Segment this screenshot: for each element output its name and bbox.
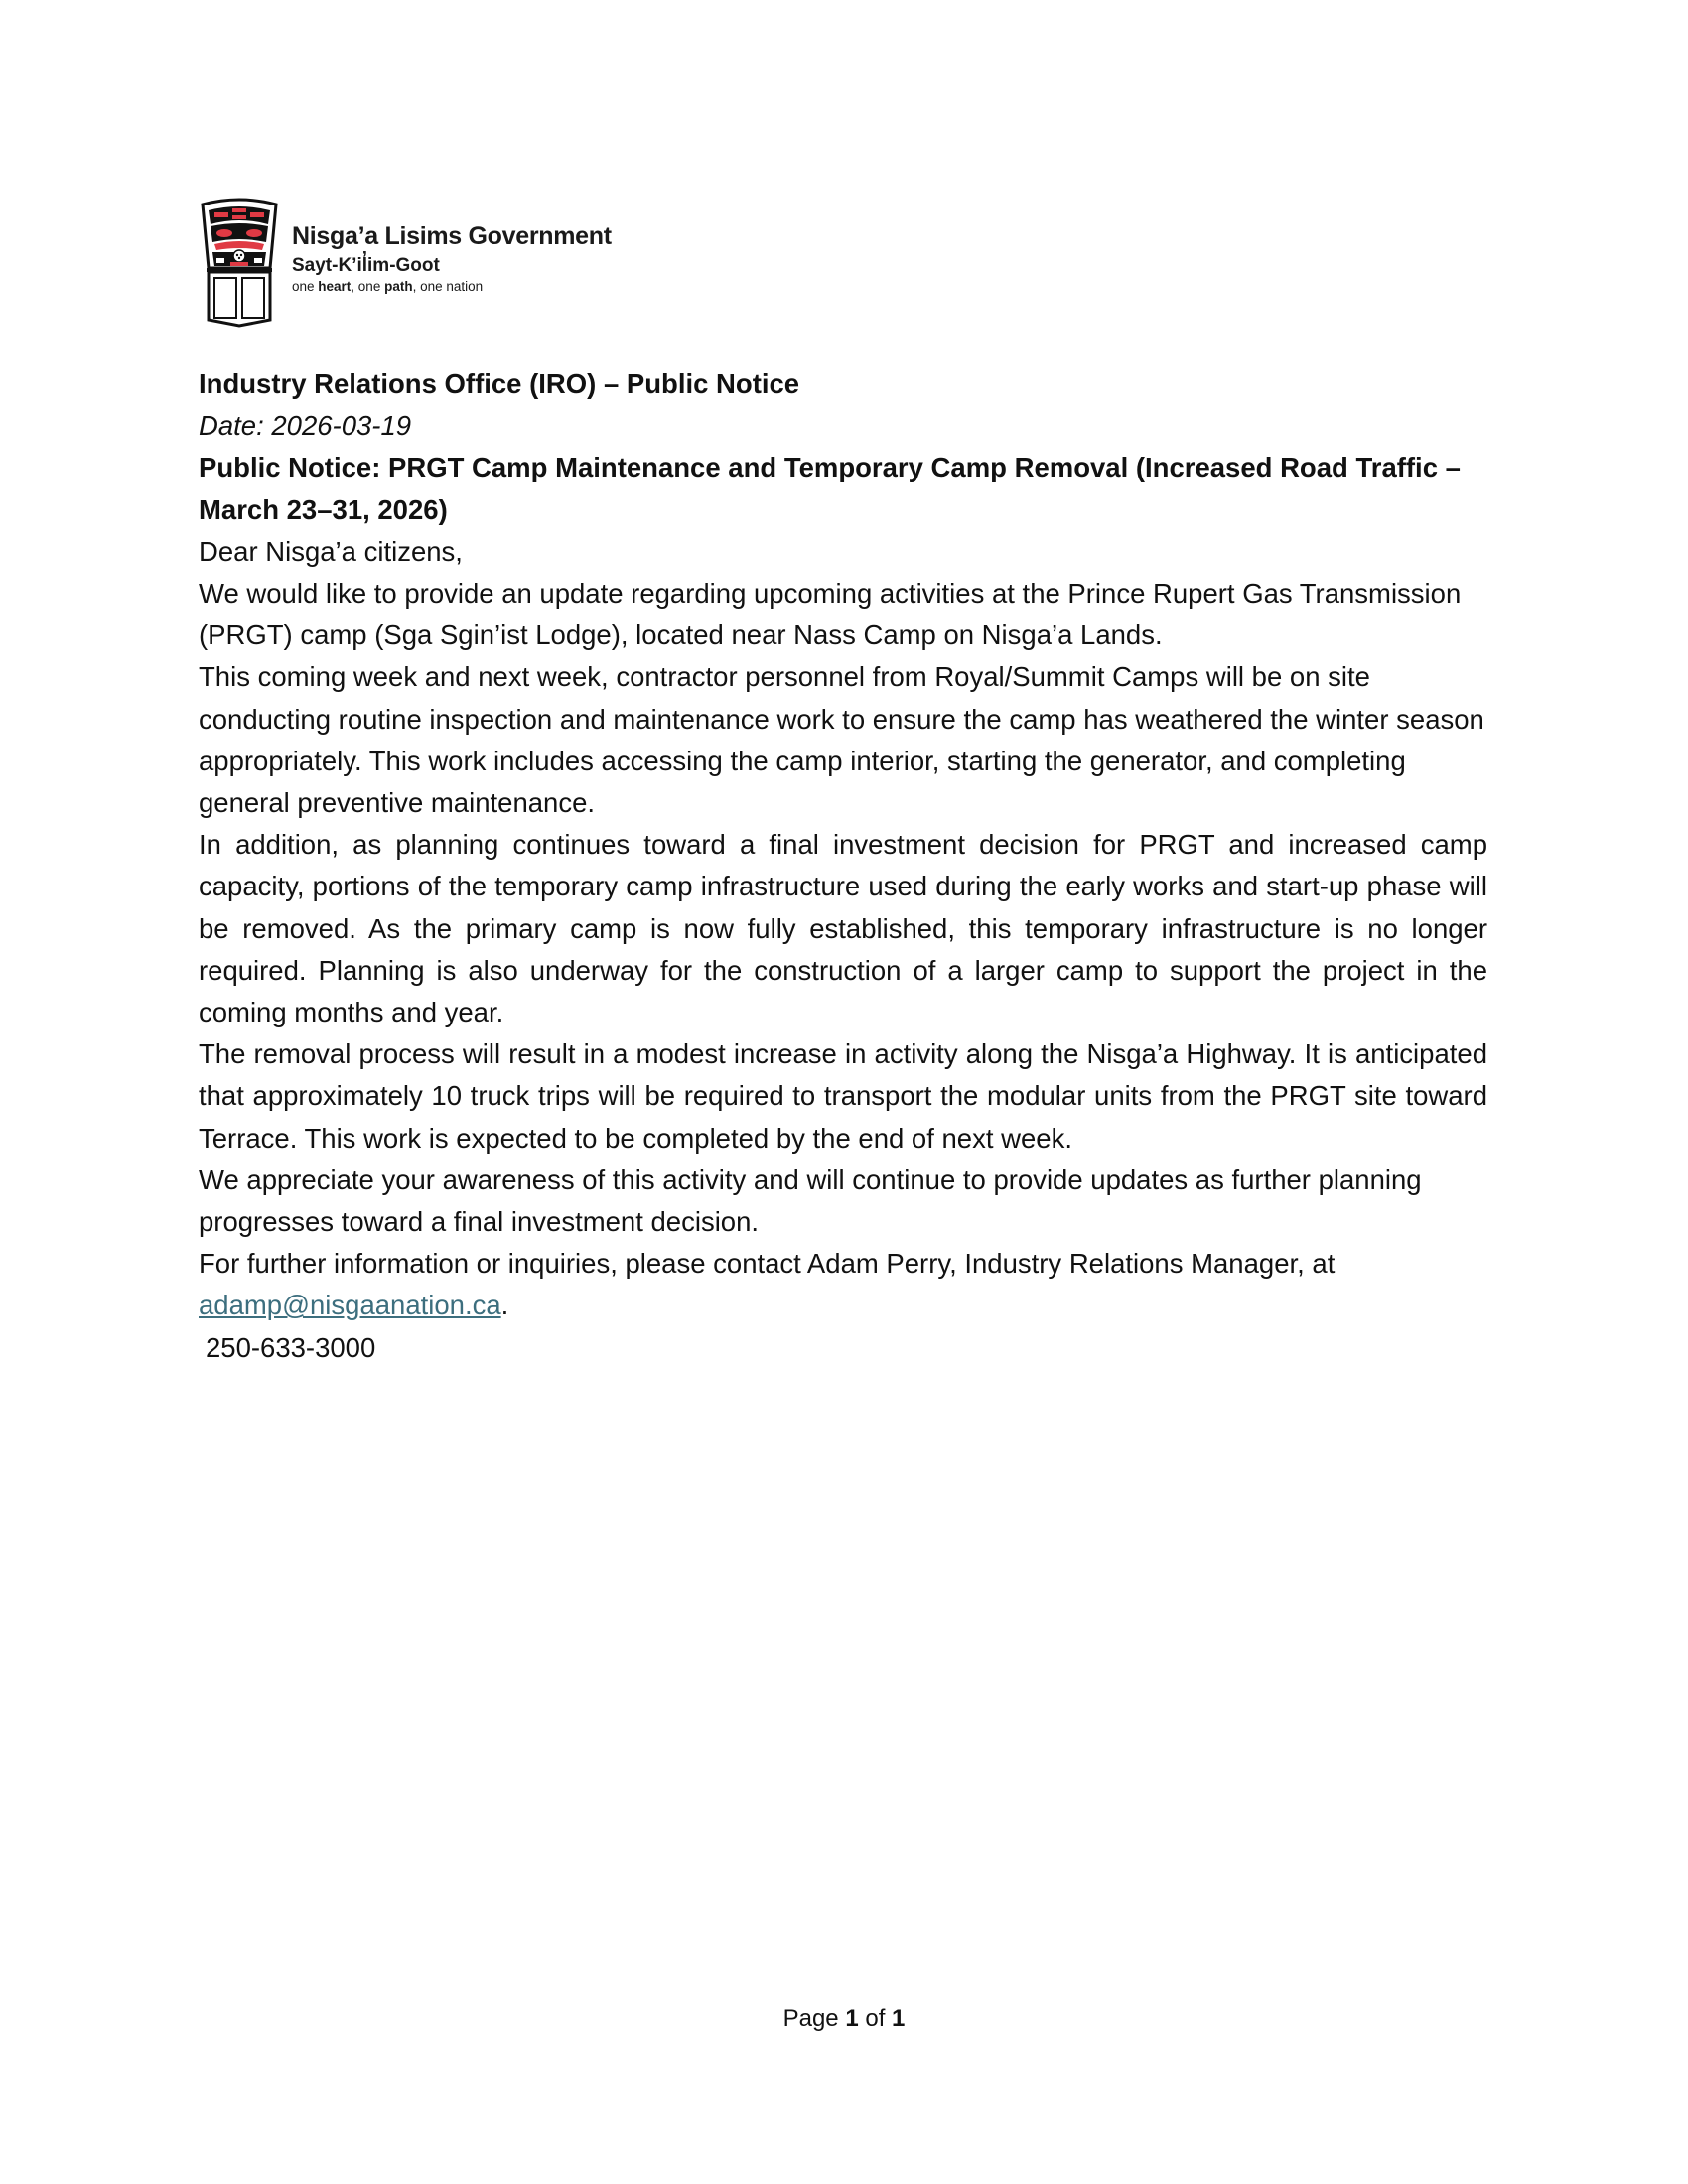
logo-text [292,222,612,294]
motto-part: , one [351,279,385,294]
motto-part: heart [318,279,352,294]
page-label: Page [782,2005,846,2032]
contact-phone: 250-633-3000 [206,1331,376,1363]
paragraph-appreciation: We appreciate your awareness of this activity and will continue to provide updates as further planning progresses toward a final investment decision. [199,1163,1422,1238]
motto-part: path [384,279,413,294]
contact-text: For further information or inquiries, please contact Adam Perry, Industry Relations Manager, at [199,1248,1336,1280]
page-footer [0,2005,1688,2033]
of-label: of [858,2005,893,2032]
notice-date: Date: 2026-03-19 [199,410,412,442]
motto-part: one [292,279,319,294]
greeting: Dear Nisga’a citizens, [199,535,463,567]
office-heading: Industry Relations Office (IRO) – Public Notice [199,368,800,399]
motto-part: , one nation [412,279,484,294]
nisgaa-crest-icon [197,197,282,328]
contact-email-link[interactable]: adamp@nisgaanation.ca [199,1290,501,1321]
organization-subtitle: Sayt-K’il̓im-Goot [292,255,440,276]
organization-name: Nisga’a Lisims Government [292,222,612,250]
total-pages-number: 1 [892,2005,906,2032]
notice-title: Public Notice: PRGT Camp Maintenance and Temporary Camp Removal (Increased Road Traffic – March 23–31, 2026) [199,452,1461,525]
organization-logo [197,197,612,328]
notice-body [199,363,1487,1369]
organization-motto [292,279,612,294]
current-page-number: 1 [845,2005,859,2032]
paragraph-traffic: The removal process will result in a modest increase in activity along the Nisga’a Highway. It is anticipated that approximately 10 truck trips will be required to transport the modular units from the PRGT site toward Terrace. This work is expected to be completed by the end of next week. [199,1038,1487,1154]
paragraph-intro: We would like to provide an update regarding upcoming activities at the Prince Rupert Gas Transmission (PRGT) camp (Sga Sgin’ist Lodge), located near Nass Camp on Nisga’a Lands. [199,578,1462,651]
contact-text-end: . [500,1290,509,1321]
paragraph-removal-plan: In addition, as planning continues toward a final investment decision for PRGT and increased camp capacity, portions of the temporary camp infrastructure used during the early works and start-up phase will be removed. As the primary camp is now fully established, this temporary infrastructure is no longer required. Planning is also underway for the construction of a larger camp to support the project in the coming months and year. [199,829,1487,1028]
contact-paragraph [199,1243,1487,1326]
paragraph-maintenance: This coming week and next week, contractor personnel from Royal/Summit Camps will be on site conducting routine inspection and maintenance work to ensure the camp has weathered the winter season appropriately. This work includes accessing the camp interior, starting the generator, and completing general preventive maintenance. [199,661,1484,819]
